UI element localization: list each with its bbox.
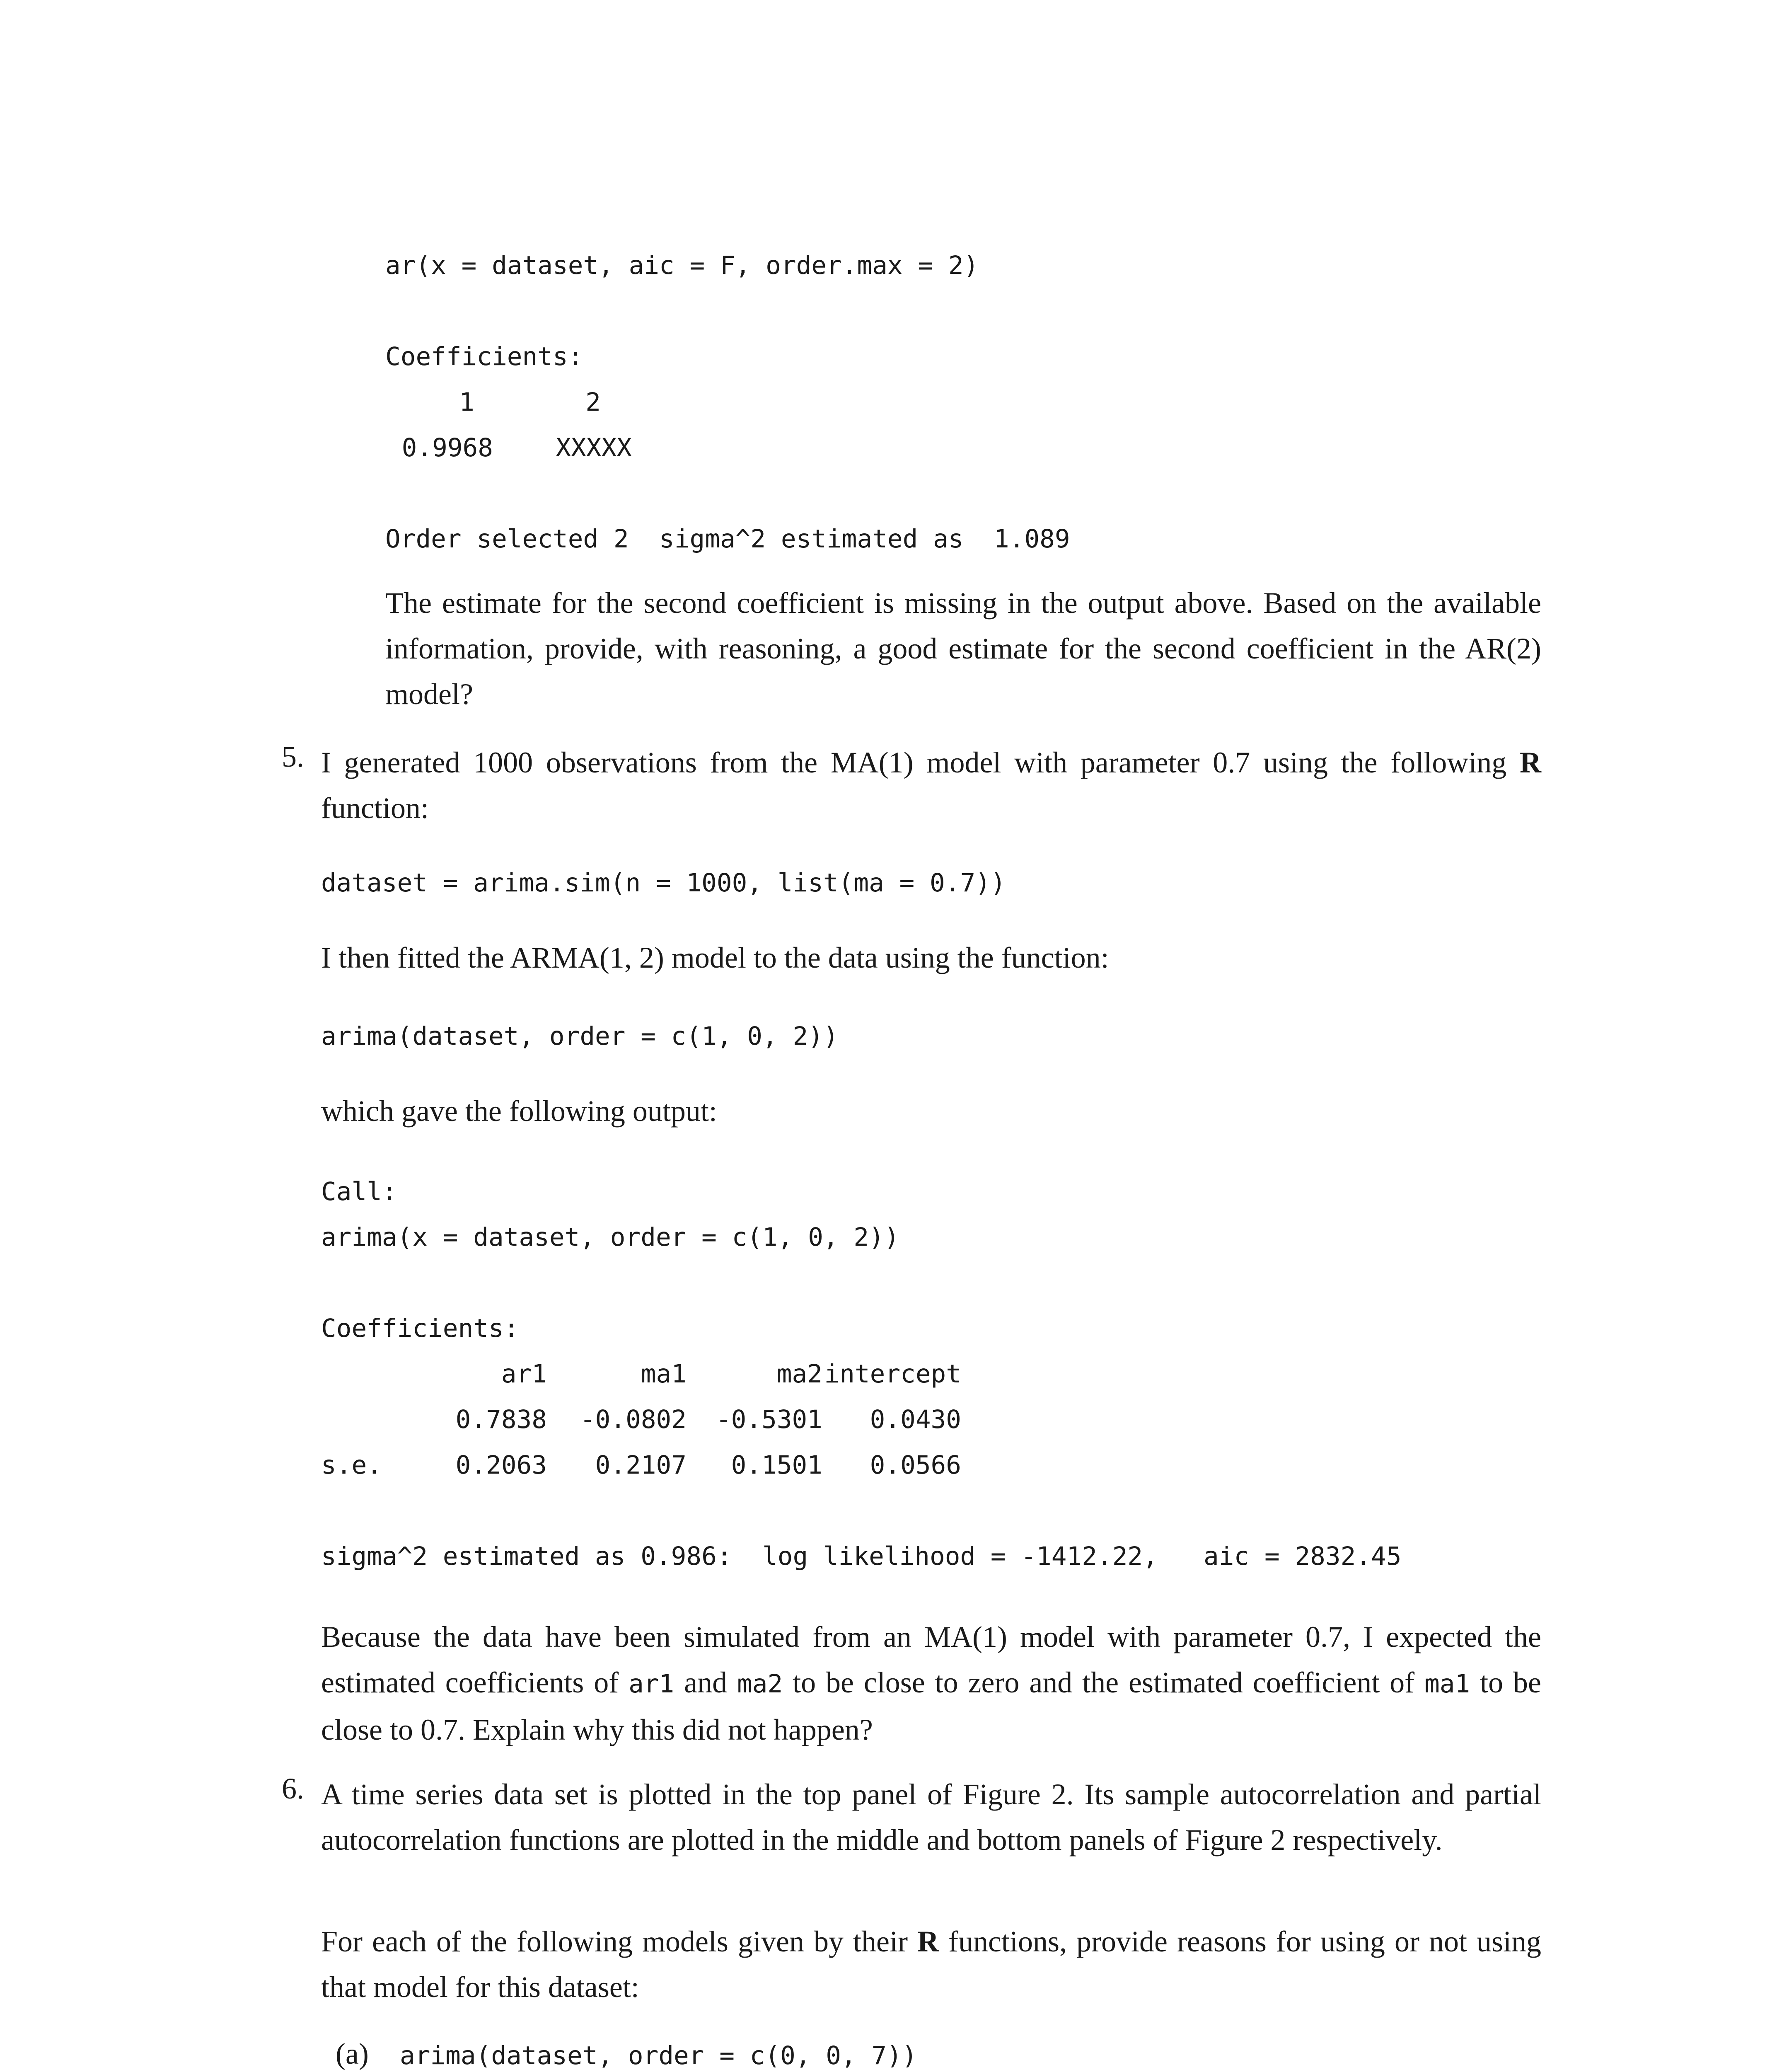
q6-models-bold-r: R xyxy=(917,1925,939,1958)
q5-intro-text-2: function: xyxy=(321,792,429,825)
q5-expl-text-2: and xyxy=(674,1666,737,1699)
q5-expl-text-1: Because the data have been simulated from an MA(1) model with parameter 0.7, I expected the estimated coefficients of xyxy=(321,1620,1541,1699)
q5-intro xyxy=(321,740,1541,831)
q6-number: 6. xyxy=(282,1772,304,1805)
arima-coef-header: Coefficients: xyxy=(321,1314,519,1343)
q5-output-text: which gave the following output: xyxy=(321,1094,717,1128)
est-ma2: -0.5301 xyxy=(716,1405,822,1434)
q5-number: 5. xyxy=(282,740,304,773)
fit-code: arima(dataset, order = c(1, 0, 2)) xyxy=(321,1021,839,1051)
q5-intro-bold-r: R xyxy=(1520,746,1541,779)
ar-order-line: Order selected 2 sigma^2 estimated as 1.089 xyxy=(385,524,1070,554)
q5-expl-code-ar1: ar1 xyxy=(629,1669,675,1699)
q6-text: A time series data set is plotted in the top panel of Figure 2. Its sample autocorrelation and partial autocorrelation functions are plotted in the middle and bottom panels of Figure 2 respectively. xyxy=(321,1778,1541,1857)
q5-expl-text-4: to be close to 0.7. Explain why this did not happen? xyxy=(321,1666,1541,1746)
q5-expl-text-3: to be close to zero and the estimated coefficient of xyxy=(783,1666,1425,1699)
ar-coef-header: Coefficients: xyxy=(385,342,583,371)
header-ma1: ma1 xyxy=(641,1359,687,1389)
se-label: s.e. xyxy=(321,1450,382,1480)
sim-code: dataset = arima.sim(n = 1000, list(ma = 0.7)) xyxy=(321,868,1006,898)
header-intercept: intercept xyxy=(824,1359,961,1389)
q6-models-text-1: For each of the following models given by their xyxy=(321,1925,917,1958)
ar-coef-label-1: 1 xyxy=(459,387,474,417)
est-intercept: 0.0430 xyxy=(870,1405,961,1434)
est-ar1: 0.7838 xyxy=(455,1405,547,1434)
call-label: Call: xyxy=(321,1177,397,1206)
part-a-label: (a) xyxy=(336,2037,369,2070)
part-a-code: arima(dataset, order = c(0, 0, 7)) xyxy=(400,2041,917,2070)
arima-coef-table xyxy=(321,1359,963,1500)
q6-models-text xyxy=(321,1919,1541,2010)
se-ma2: 0.1501 xyxy=(731,1450,822,1480)
ar-coef-value-1: 0.9968 xyxy=(401,433,493,462)
q5-expl-code-ma1: ma1 xyxy=(1424,1669,1470,1699)
ar-coef-table xyxy=(385,387,675,470)
q5-explanation xyxy=(321,1614,1541,1752)
est-ma1: -0.0802 xyxy=(580,1405,687,1434)
q5-fit-text: I then fitted the ARMA(1, 2) model to the data using the function: xyxy=(321,941,1109,974)
se-ar1: 0.2063 xyxy=(455,1450,547,1480)
header-ar1: ar1 xyxy=(501,1359,547,1389)
call-line: arima(x = dataset, order = c(1, 0, 2)) xyxy=(321,1222,899,1252)
sigma-line: sigma^2 estimated as 0.986: log likelihood = -1412.22, aic = 2832.45 xyxy=(321,1542,1402,1571)
header-ma2: ma2 xyxy=(776,1359,822,1389)
q5-expl-code-ma2: ma2 xyxy=(737,1669,783,1699)
q5-intro-text-1: I generated 1000 observations from the MA(1) model with parameter 0.7 using the following xyxy=(321,746,1520,779)
ar-coef-value-2: XXXXX xyxy=(556,433,632,462)
ar-coef-label-2: 2 xyxy=(585,387,601,417)
se-intercept: 0.0566 xyxy=(870,1450,961,1480)
ar-call-code: ar(x = dataset, aic = F, order.max = 2) xyxy=(385,251,979,280)
se-ma1: 0.2107 xyxy=(595,1450,687,1480)
q6-models-text-2: functions, provide reasons for using or not using that model for this dataset: xyxy=(321,1925,1542,2004)
q4-question: The estimate for the second coefficient is missing in the output above. Based on the available information, provide, with reasoning, a good estimate for the second coefficient in the AR(2) model? xyxy=(385,586,1541,711)
